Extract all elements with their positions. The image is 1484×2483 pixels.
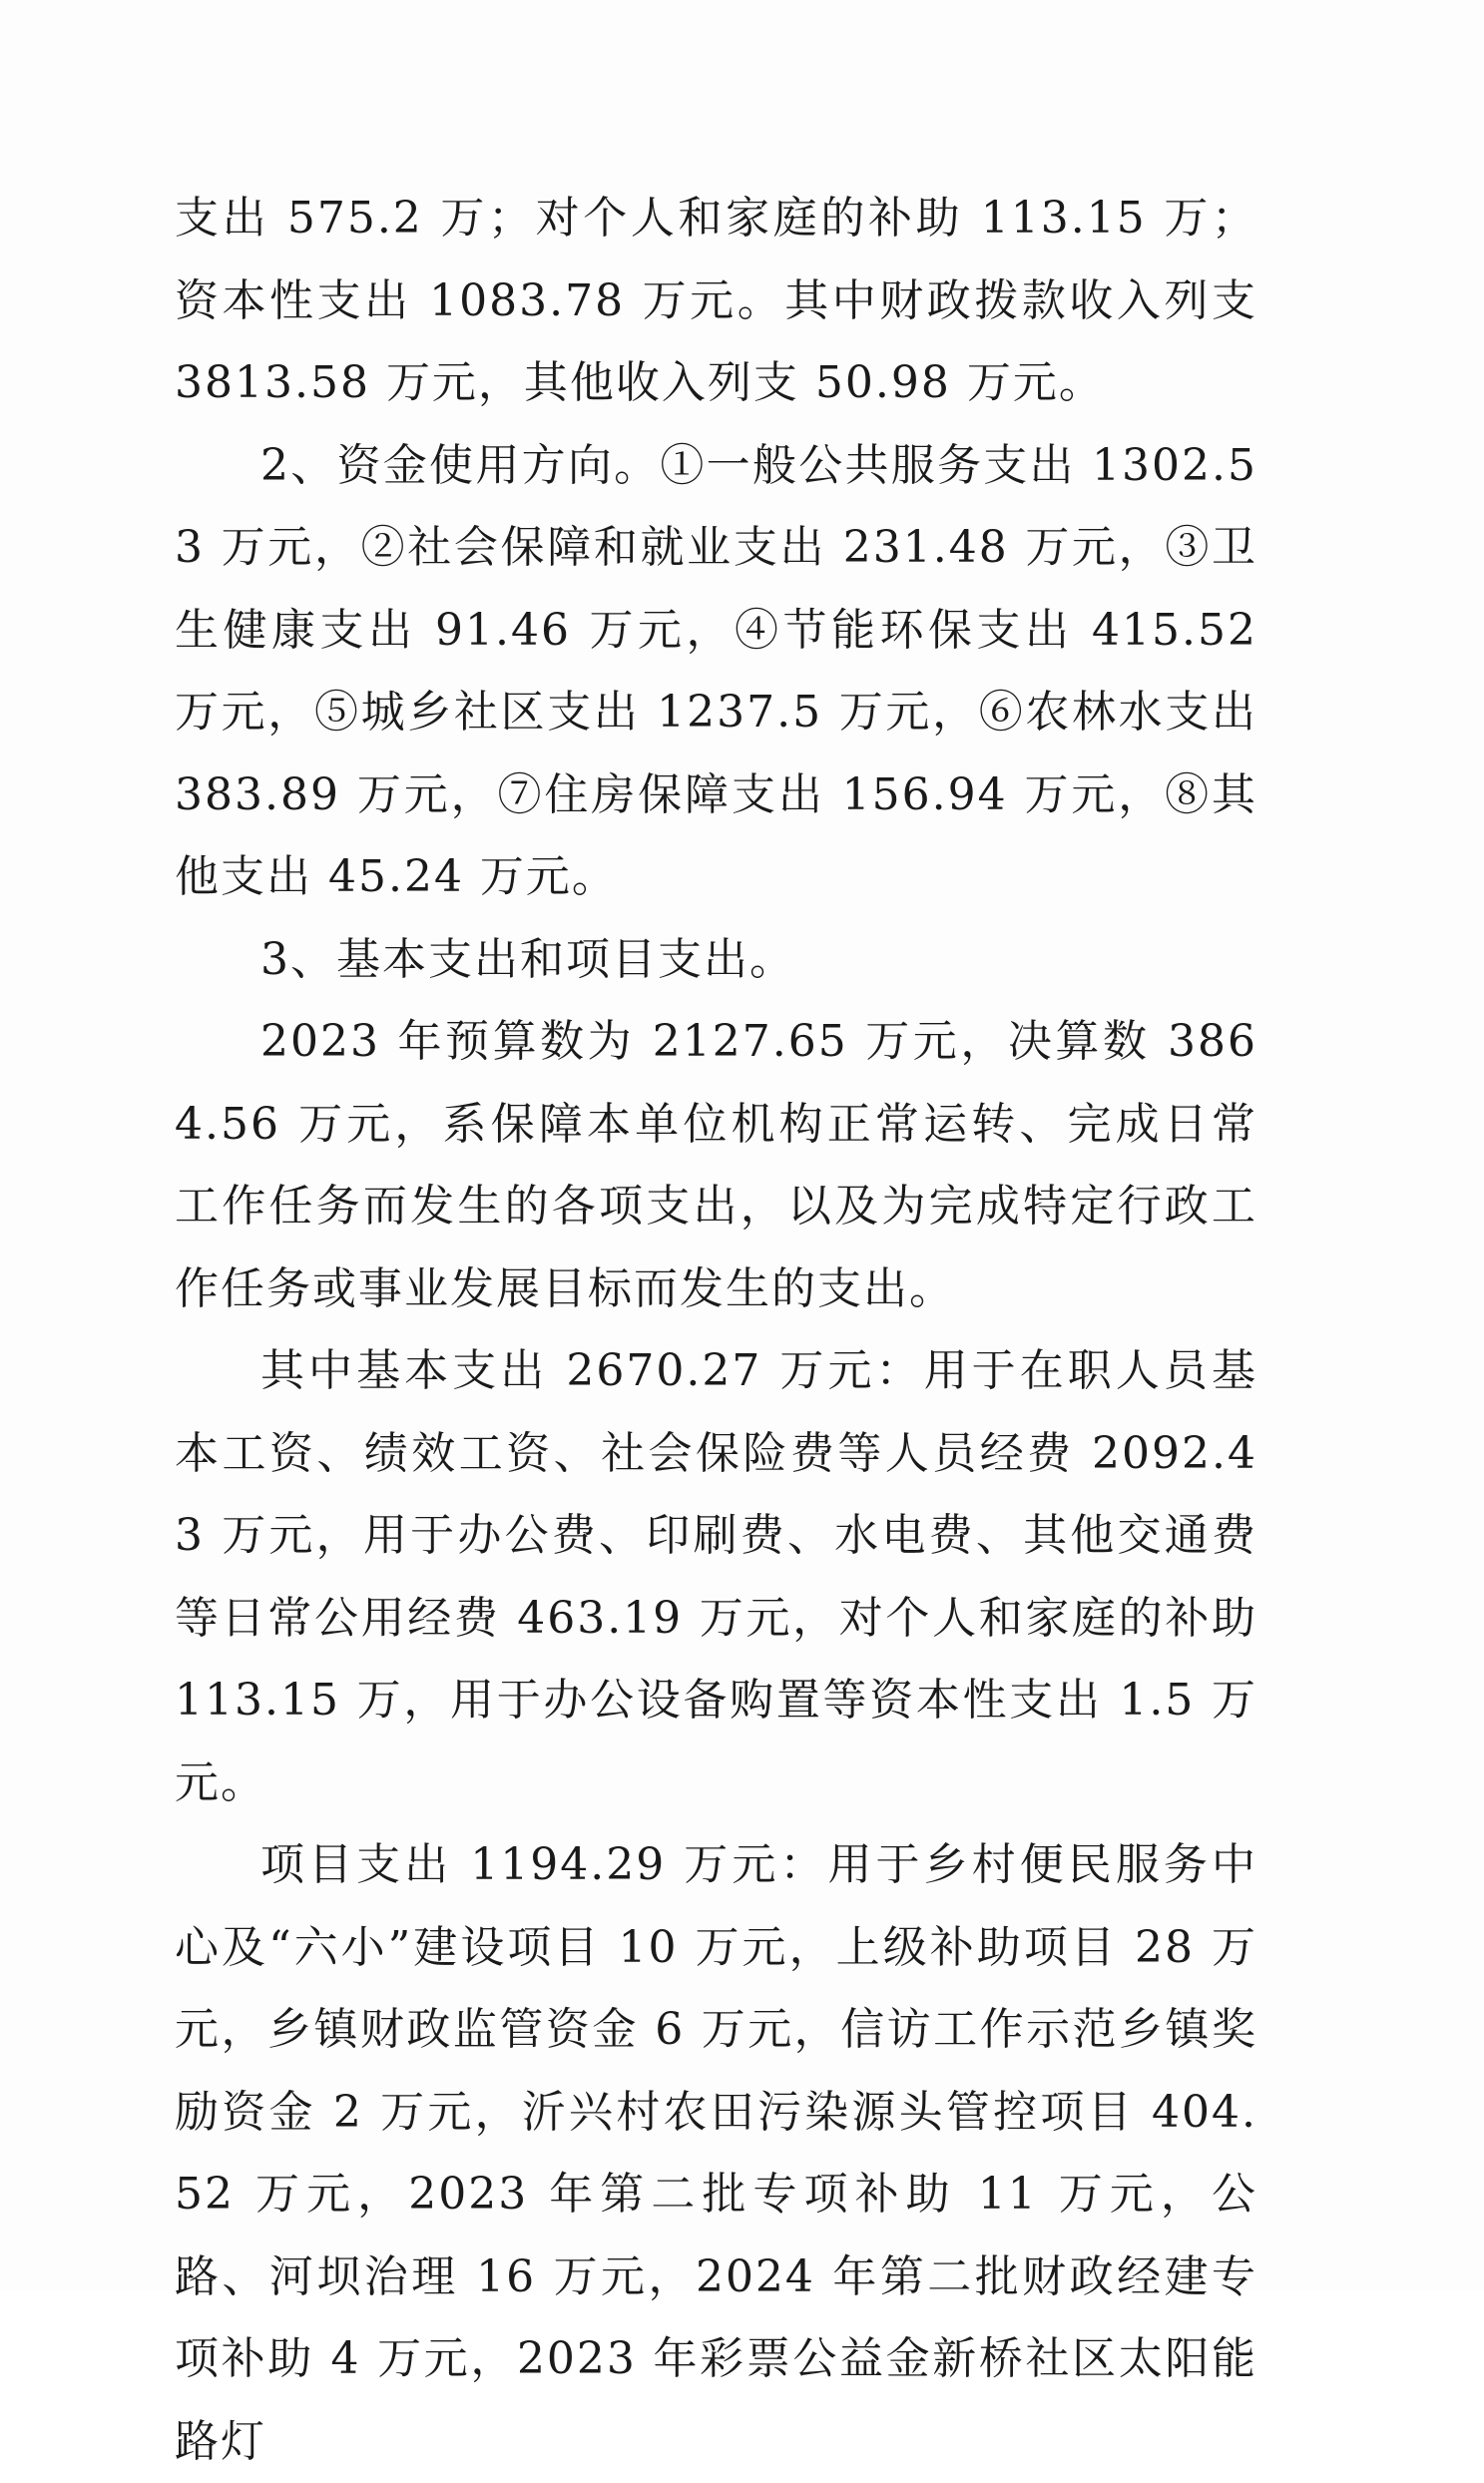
paragraph-project-expenditure: 项目支出 1194.29 万元：用于乡村便民服务中心及“六小”建设项目 10 万元，上级补助项目 28 万元，乡镇财政监管资金 6 万元，信访工作示范乡镇奖励资金 2 万元，沂兴村农田污染源头管控项目 404.52 万元，2023 年第二批专项补助 11 万元，公路、河坝治理 16 万元，2024 年第二批财政经建专项补助 4 万元，2023 年彩票公益金新桥社区太阳能路灯 xyxy=(175,1839,1257,2467)
section-3-heading: 3、基本支出和项目支出。 xyxy=(260,933,795,985)
document-body xyxy=(175,178,1257,2483)
paragraph-capital-expenditure: 支出 575.2 万；对个人和家庭的补助 113.15 万；资本性支出 1083.78 万元。其中财政拨款收入列支 3813.58 万元，其他收入列支 50.98 万元。 xyxy=(175,193,1257,408)
paragraph-budget-overview: 2023 年预算数为 2127.65 万元，决算数 3864.56 万元，系保障本单位机构正常运转、完成日常工作任务而发生的各项支出，以及为完成特定行政工作任务或事业发展目标而发生的支出。 xyxy=(175,1016,1257,1314)
paragraph-fund-direction: 2、资金使用方向。①一般公共服务支出 1302.53 万元，②社会保障和就业支出 231.48 万元，③卫生健康支出 91.46 万元，④节能环保支出 415.52 万元，⑤城乡社区支出 1237.5 万元，⑥农林水支出 383.89 万元，⑦住房保障支出 156.94 万元，⑧其他支出 45.24 万元。 xyxy=(175,439,1257,902)
paragraph-basic-expenditure: 其中基本支出 2670.27 万元：用于在职人员基本工资、绩效工资、社会保险费等人员经费 2092.43 万元，用于办公费、印刷费、水电费、其他交通费等日常公用经费 463.19 万元，对个人和家庭的补助 113.15 万，用于办公设备购置等资本性支出 1.5 万元。 xyxy=(175,1345,1257,1808)
